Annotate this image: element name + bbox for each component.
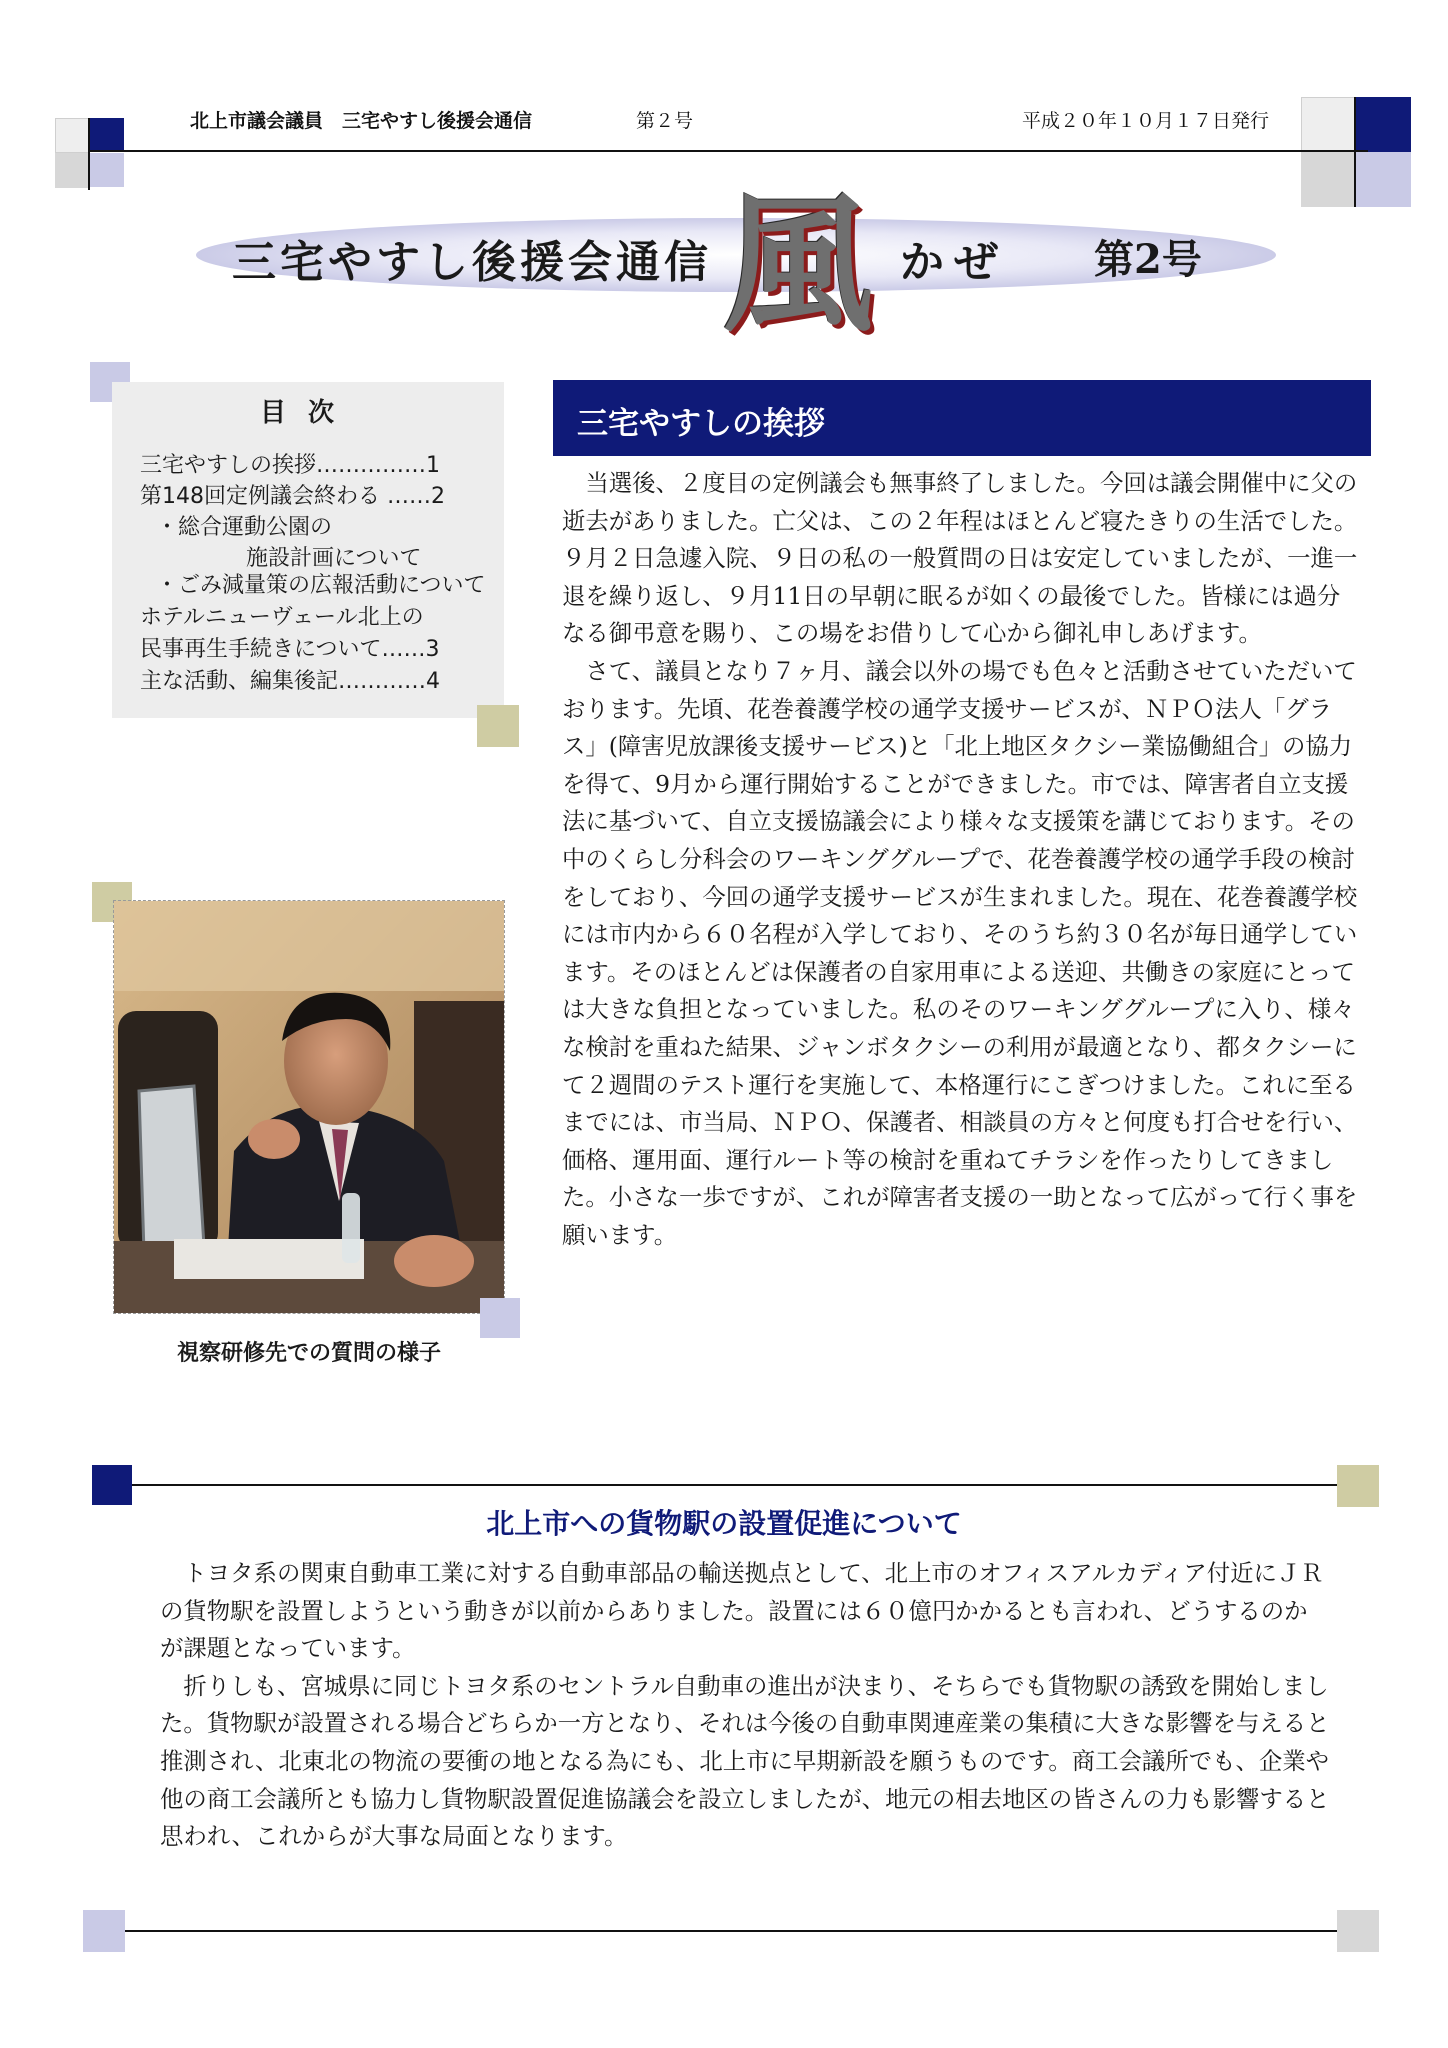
header-issue: 第２号: [636, 110, 694, 132]
toc-item: 民事再生手続きについて……3: [140, 637, 440, 662]
toc-item: 第148回定例議会終わる ……2: [140, 484, 445, 509]
corner-square: [90, 153, 124, 187]
freight-body: [160, 1555, 1330, 1856]
corner-square: [477, 705, 519, 747]
corner-square: [1301, 152, 1356, 207]
table-of-contents: [112, 382, 504, 718]
greeting-paragraph: さて、議員となり７ヶ月、議会以外の場でも色々と活動させていただいております。先頃、花巻養護学校の通学支援サービスが、ＮＰＯ法人「グラス」(障害児放課後支援サービス)と「北上地区タクシー業協働組合」の協力を得て、9月から運行開始することができました。市では、障害者自立支援法に基づいて、自立支援協議会により様々な支援策を講じております。その中のくらし分科会のワーキンググループで、花巻養護学校の通学手段の検討をしており、今回の通学支援サービスが生まれました。現在、花巻養護学校には市内から６０名程が入学しており、そのうち約３０名が毎日通学しています。そのほとんどは保護者の自家用車による送迎、共働きの家庭にとっては大きな負担となっていました。私のそのワーキンググループに入り、様々な検討を重ねた結果、ジャンボタクシーの利用が最適となり、都タクシーにて２週間のテスト運行を実施して、本格運行にこぎつけました。これに至るまでには、市当局、ＮＰＯ、保護者、相談員の方々と何度も打合せを行い、価格、運用面、運行ルート等の検討を重ねてチラシを作ったりしてきました。小さな一歩ですが、これが障害者支援の一助となって広がって行く事を願います。: [562, 656, 1358, 1249]
photo-speaker: [113, 900, 505, 1314]
greeting-paragraph: 当選後、２度目の定例議会も無事終了しました。今回は議会開催中に父の逝去がありました。亡父は、この２年程はほとんど寝たきりの生活でした。９月２日急遽入院、９日の私の一般質問の日は安定していましたが、一進一退を繰り返し、９月11日の早朝に眠るが如くの最後でした。皆様には過分なる御弔意を賜り、この場をお借りして心から御礼申しあげます。: [562, 469, 1358, 648]
header-rule: [88, 150, 1368, 152]
corner-square: [55, 118, 90, 153]
header-organization: 北上市議会議員 三宅やすし後援会通信: [190, 110, 533, 132]
corner-square: [480, 1298, 520, 1338]
toc-item: ・総合運動公園の: [156, 515, 333, 540]
corner-square: [1301, 97, 1356, 152]
photo-caption: 視察研修先での質問の様子: [176, 1341, 441, 1366]
greeting-body: [562, 465, 1362, 1254]
header-date: 平成２０年１０月１７日発行: [1022, 110, 1270, 132]
corner-square: [1337, 1910, 1379, 1952]
freight-heading: 北上市への貨物駅の設置促進について: [486, 1507, 962, 1540]
toc-item: 主な活動、編集後記…………4: [140, 669, 440, 694]
toc-title: 目次: [259, 398, 356, 428]
banner-name: 三宅やすし後援会通信: [232, 237, 712, 288]
toc-item: 三宅やすしの挨拶……………1: [140, 453, 440, 478]
section-rule: [132, 1484, 1337, 1486]
corner-square: [1337, 1465, 1379, 1507]
banner-kana: かぜ: [900, 237, 1008, 288]
corner-square: [90, 118, 124, 152]
corner-square: [92, 1465, 132, 1505]
greeting-heading: 三宅やすしの挨拶: [553, 380, 1371, 456]
corner-rule: [1354, 97, 1356, 207]
photo-illustration: [114, 901, 504, 1313]
corner-square: [83, 1910, 125, 1952]
freight-paragraph: 折りしも、宮城県に同じトヨタ系のセントラル自動車の進出が決まり、そちらでも貨物駅の誘致を開始しました。貨物駅が設置される場合どちらか一方となり、それは今後の自動車関連産業の集積に大きな影響を与えると推測され、北東北の物流の要衝の地となる為にも、北上市に早期新設を願うものです。商工会議所でも、企業や他の商工会議所とも協力し貨物駅設置促進協議会を設立しましたが、地元の相去地区の皆さんの力も影響すると思われ、これからが大事な局面となります。: [160, 1671, 1330, 1851]
banner-kanji: 風: [723, 177, 874, 353]
toc-item: 施設計画について: [246, 546, 422, 571]
corner-square: [1356, 152, 1411, 207]
toc-item: ・ごみ減量策の広報活動について: [156, 573, 486, 598]
section-rule: [125, 1930, 1337, 1932]
corner-square: [1356, 97, 1411, 152]
freight-paragraph: トヨタ系の関東自動車工業に対する自動車部品の輸送拠点として、北上市のオフィスアルカディア付近にＪＲの貨物駅を設置しようという動きが以前からありました。設置には６０億円かかるとも言われ、どうするのかが課題となっています。: [160, 1559, 1324, 1663]
banner-issue: 第2号: [1094, 236, 1202, 283]
toc-item: ホテルニューヴェール北上の: [140, 605, 424, 630]
corner-rule: [88, 118, 90, 190]
corner-square: [55, 153, 90, 188]
